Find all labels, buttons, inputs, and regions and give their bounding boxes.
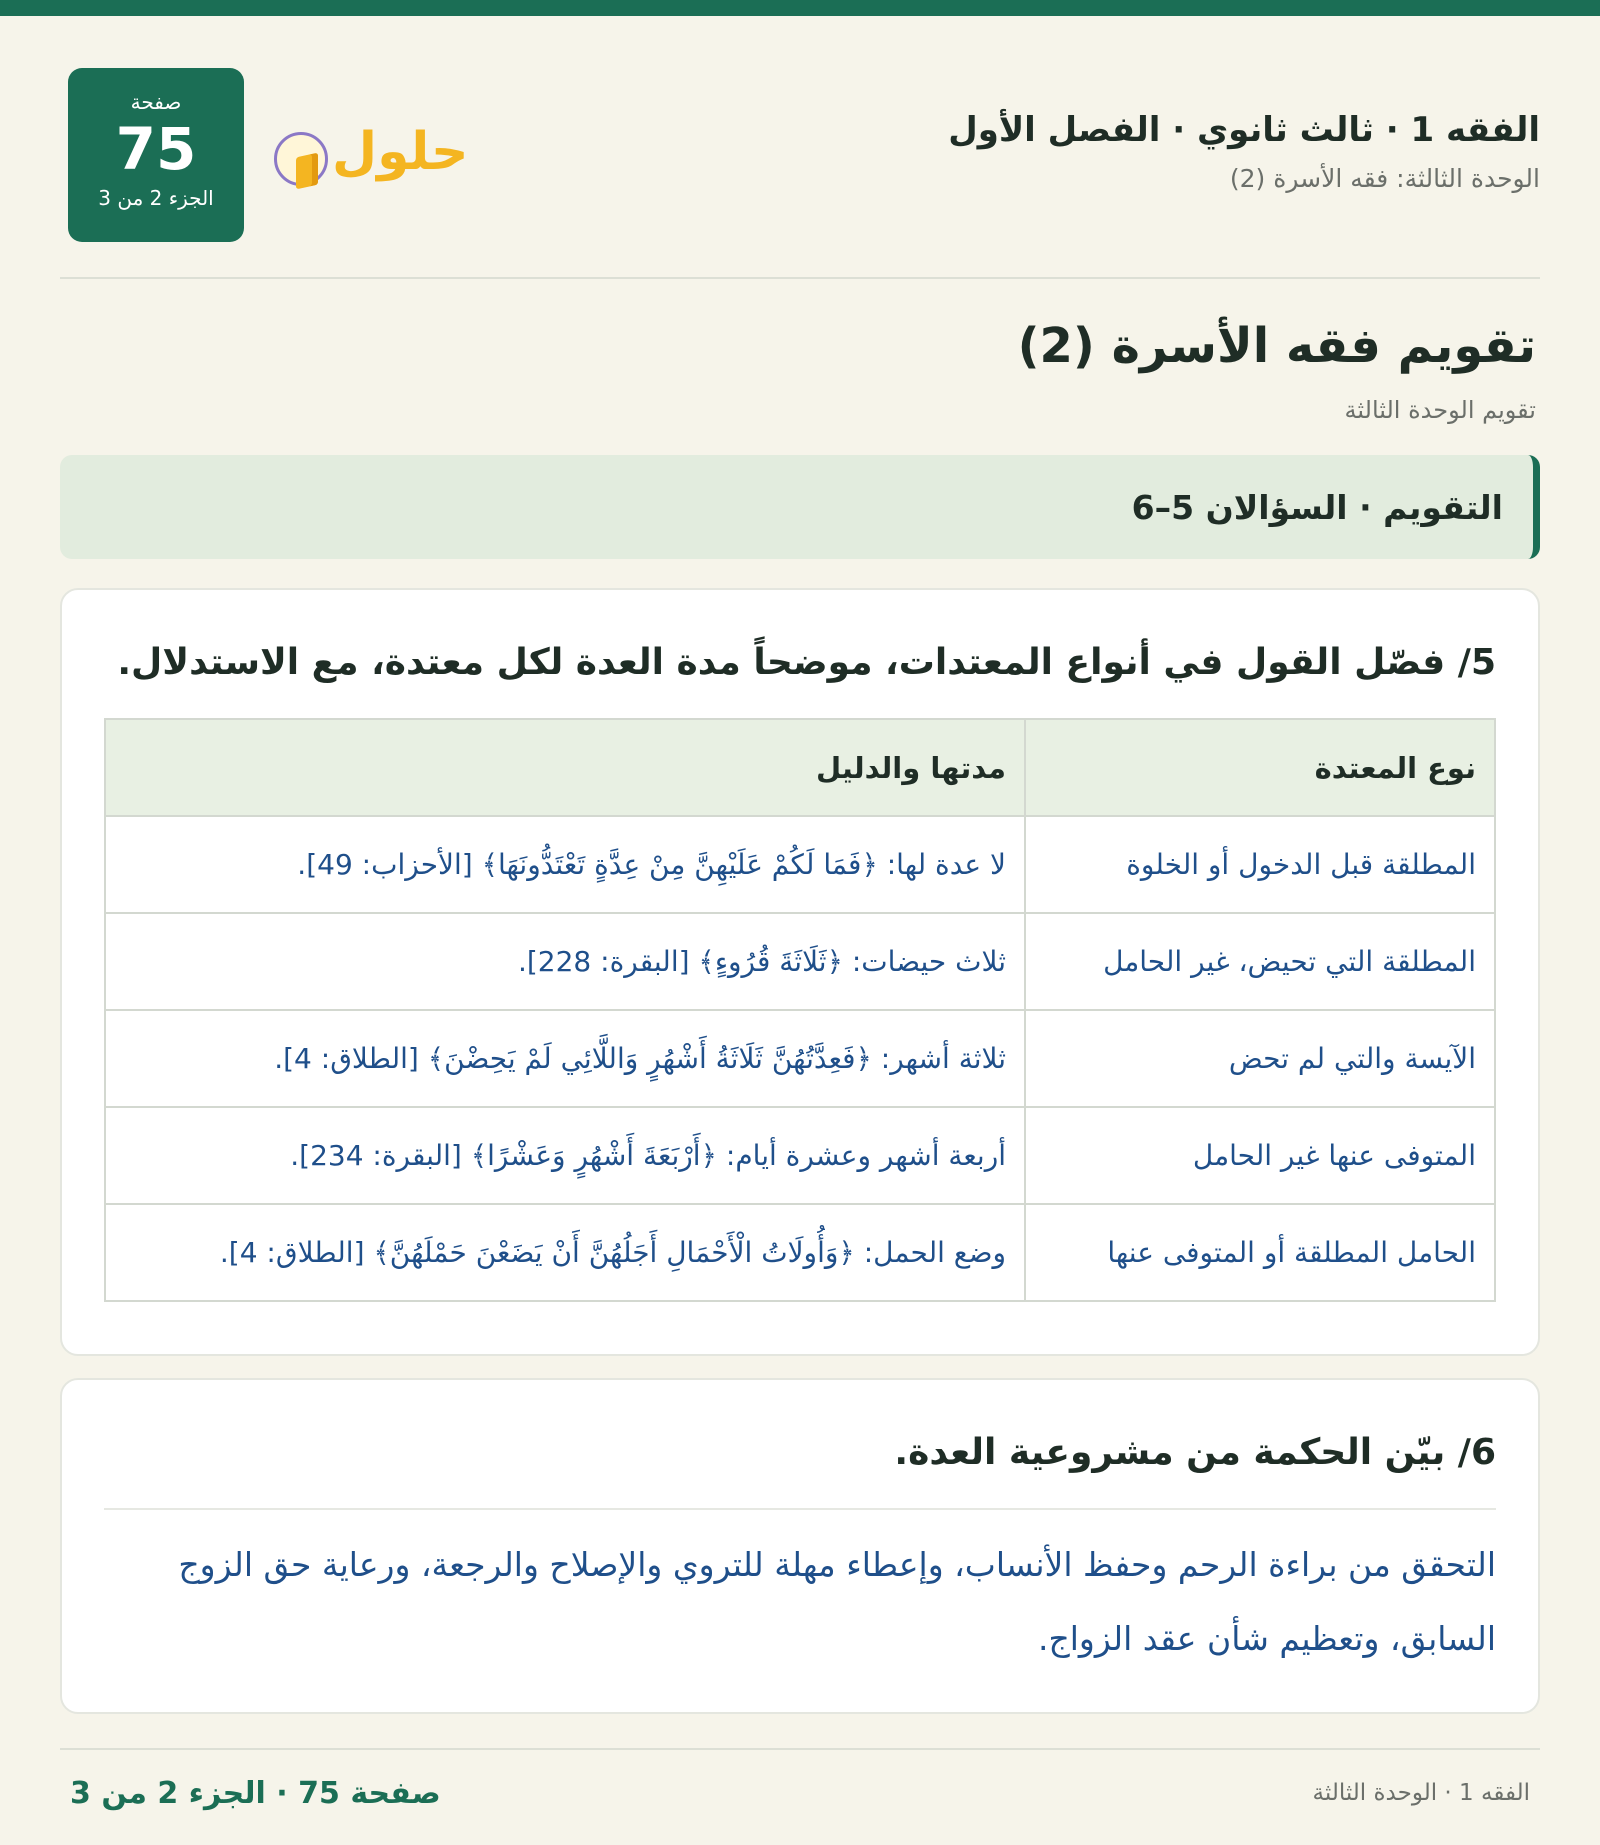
question-5-card [60,588,1540,1356]
hulul-logo [270,122,469,186]
question-6-card [60,1378,1540,1714]
table-row [105,1204,1495,1301]
table-header-row [105,719,1495,816]
question-divider [104,1508,1496,1510]
page-header [60,68,1540,242]
footer-book-info: الفقه 1 · الوحدة الثالثة [1312,1780,1530,1806]
cell-type: المطلقة التي تحيض، غير الحامل [1025,913,1495,1010]
cell-period: أربعة أشهر وعشرة أيام: ﴿أَرْبَعَةَ أَشْهُرٍ وَعَشْرًا﴾ [البقرة: 234]. [105,1107,1025,1204]
question-6-answer: التحقق من براءة الرحم وحفظ الأنساب، وإعطاء مهلة للتروي والإصلاح والرجعة، ورعاية حق الزوج السابق، وتعظيم شأن عقد الزواج. [178,1545,1496,1658]
column-header-period: مدتها والدليل [105,719,1025,816]
cell-period: ثلاثة أشهر: ﴿فَعِدَّتُهُنَّ ثَلَاثَةُ أَشْهُرٍ وَاللَّائِي لَمْ يَحِضْنَ﴾ [الطلاق: 4]. [105,1010,1025,1107]
logo-book-icon [274,132,328,186]
question-6-text: 6/ بيّن الحكمة من مشروعية العدة. [894,1432,1496,1473]
cell-type: المطلقة قبل الدخول أو الخلوة [1025,816,1495,913]
cell-period: وضع الحمل: ﴿وَأُولَاتُ الْأَحْمَالِ أَجَلُهُنَّ أَنْ يَضَعْنَ حَمْلَهُنَّ﴾ [الطلاق: 4]. [105,1204,1025,1301]
header-divider [60,277,1540,279]
top-accent-bar [0,0,1600,16]
badge-page-number: 75 [115,115,197,183]
logo-text: حلول [332,122,469,182]
section-label: التقويم · السؤالان 5–6 [1131,487,1503,527]
badge-label: صفحة [130,90,182,114]
page-title: تقويم فقه الأسرة (2) [1017,318,1536,374]
page-subtitle: تقويم الوحدة الثالثة [1344,396,1536,424]
table-row [105,816,1495,913]
section-banner [60,455,1540,559]
header-text [948,110,1540,193]
question-5-text: 5/ فصّل القول في أنواع المعتدات، موضحاً مدة العدة لكل معتدة، مع الاستدلال. [117,642,1496,683]
column-header-type: نوع المعتدة [1025,719,1495,816]
page-badge [68,68,244,242]
cell-period: ثلاث حيضات: ﴿ثَلَاثَةَ قُرُوءٍ﴾ [البقرة: 228]. [105,913,1025,1010]
footer-divider [60,1748,1540,1750]
cell-period: لا عدة لها: ﴿فَمَا لَكُمْ عَلَيْهِنَّ مِنْ عِدَّةٍ تَعْتَدُّونَهَا﴾ [الأحزاب: 49]. [105,816,1025,913]
cell-type: الحامل المطلقة أو المتوفى عنها [1025,1204,1495,1301]
table-row [105,1010,1495,1107]
unit-subtitle: الوحدة الثالثة: فقه الأسرة (2) [1229,164,1540,193]
table-row [105,1107,1495,1204]
table-row [105,913,1495,1010]
footer-page-info: صفحة 75 · الجزء 2 من 3 [70,1776,441,1811]
waiting-periods-table [104,718,1496,1302]
cell-type: المتوفى عنها غير الحامل [1025,1107,1495,1204]
book-title: الفقه 1 · ثالث ثانوي · الفصل الأول [948,110,1540,150]
cell-type: الآيسة والتي لم تحض [1025,1010,1495,1107]
badge-part: الجزء 2 من 3 [98,186,214,210]
